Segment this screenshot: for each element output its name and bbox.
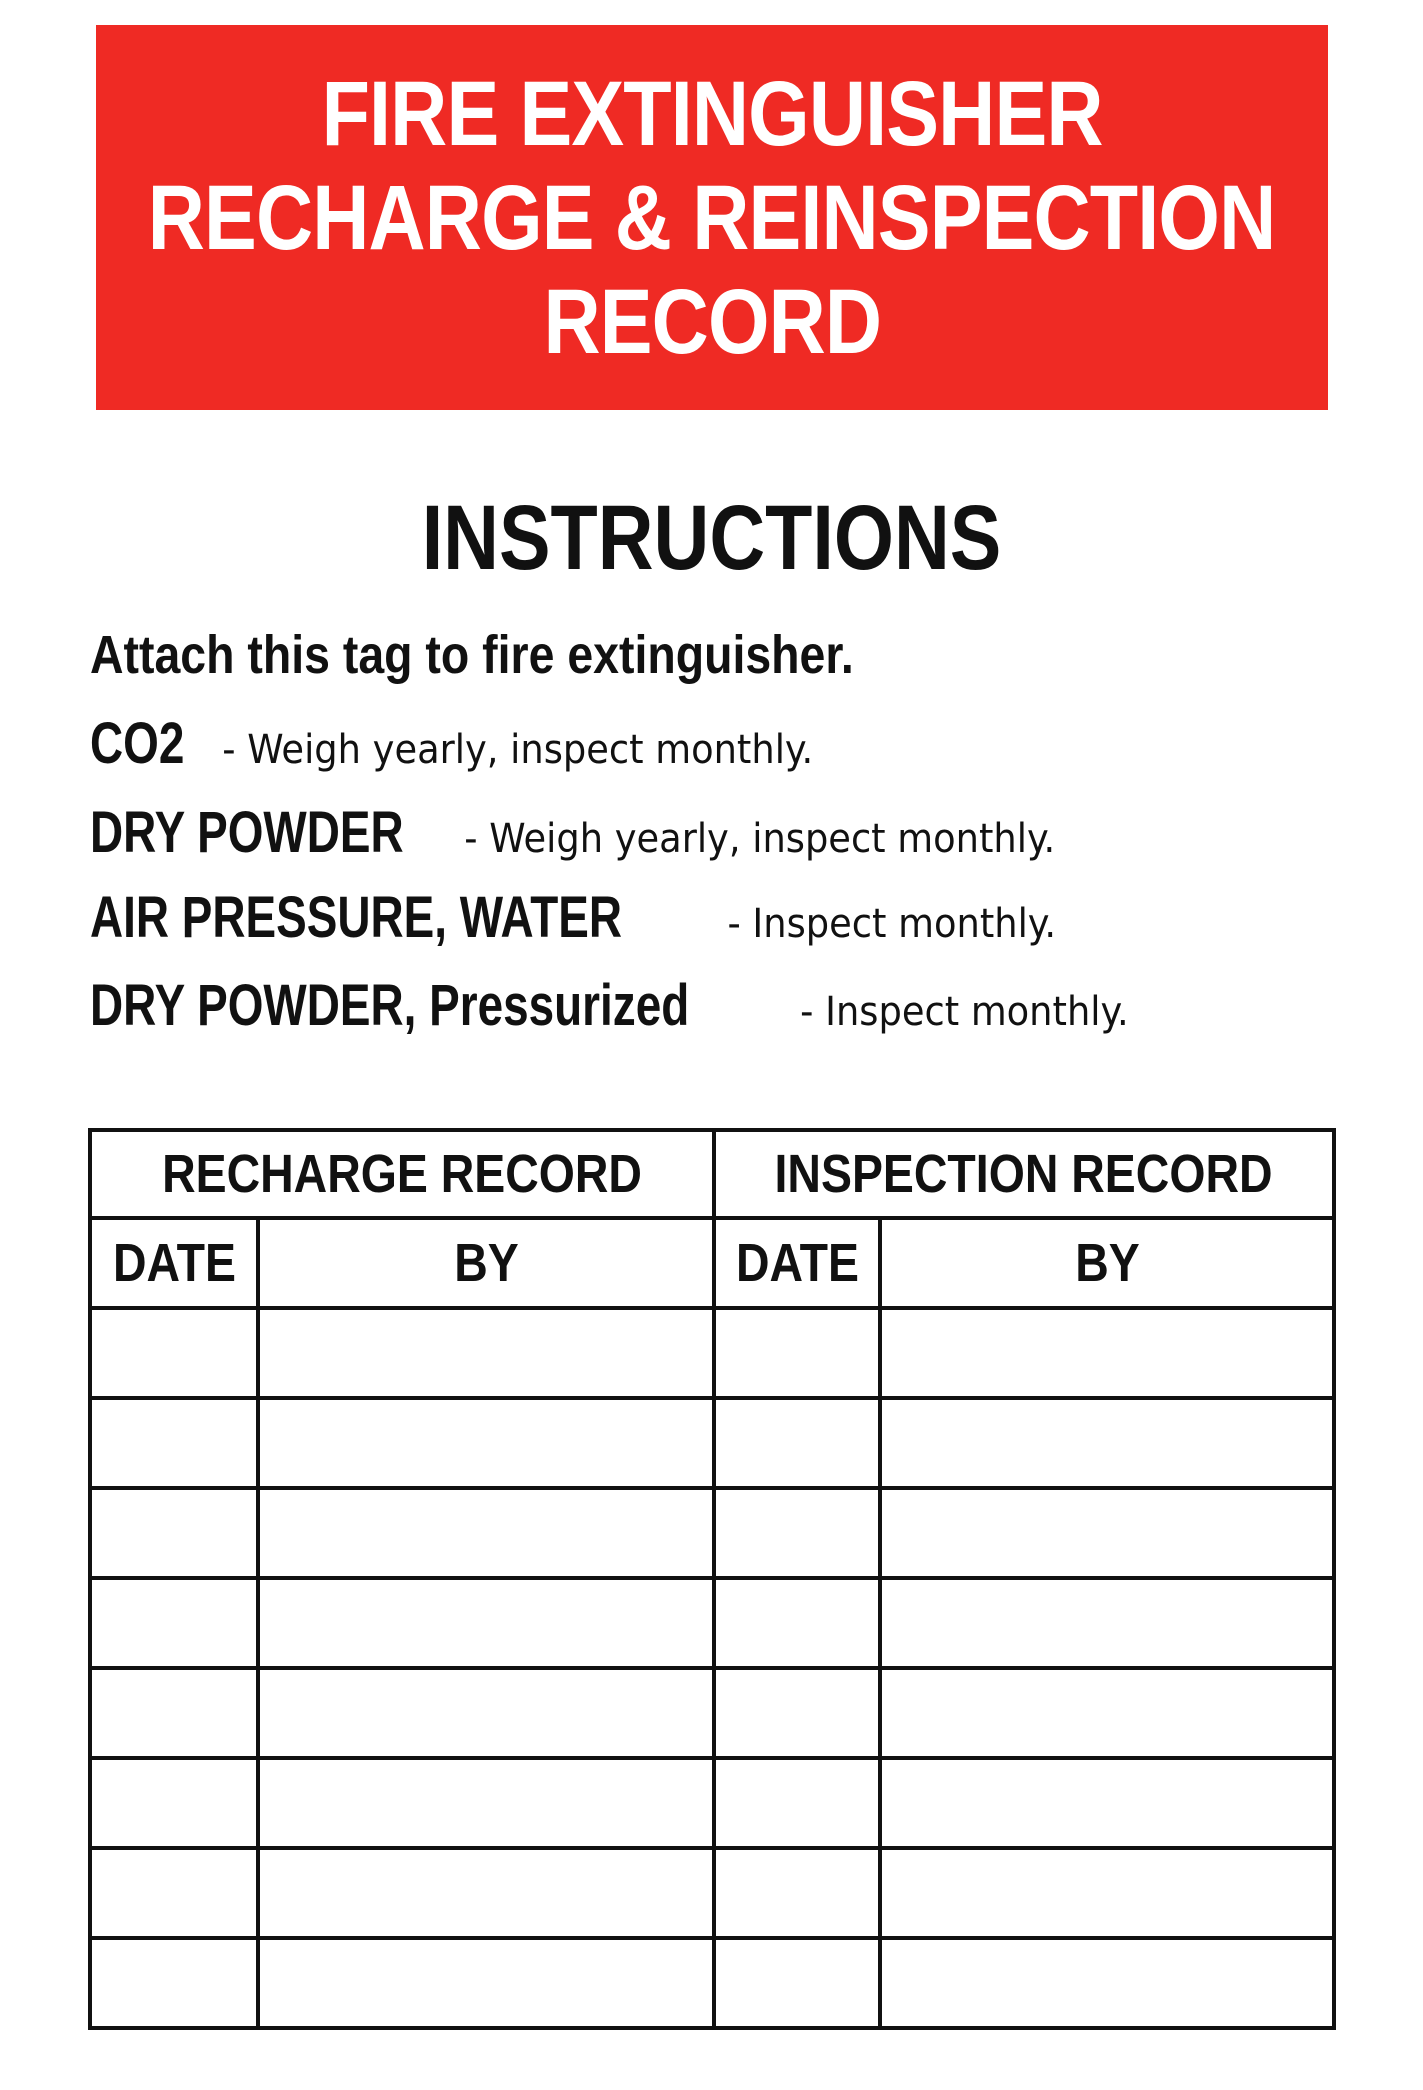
recharge-date-cell[interactable]	[90, 1848, 258, 1938]
inspection-date-cell[interactable]	[714, 1668, 880, 1758]
inspection-date-cell[interactable]	[714, 1848, 880, 1938]
title-line-2: RECHARGE & REINSPECTION	[148, 166, 1276, 269]
column-label: DATE	[112, 1233, 236, 1293]
inspection-record-label: INSPECTION RECORD	[775, 1144, 1274, 1204]
recharge-date-cell[interactable]	[90, 1758, 258, 1848]
recharge-date-cell[interactable]	[90, 1938, 258, 2028]
inspection-date-cell[interactable]	[714, 1938, 880, 2028]
recharge-date-cell[interactable]	[90, 1488, 258, 1578]
recharge-record-label: RECHARGE RECORD	[162, 1144, 642, 1204]
table-row	[90, 1488, 1334, 1578]
recharge-date-cell[interactable]	[90, 1668, 258, 1758]
inspection-by-cell[interactable]	[880, 1398, 1334, 1488]
column-label: BY	[453, 1233, 519, 1293]
instruction-dry-powder	[90, 795, 1055, 877]
recharge-by-cell[interactable]	[258, 1308, 714, 1398]
title-line-1: FIRE EXTINGUISHER	[321, 62, 1103, 165]
inspection-date-cell[interactable]	[714, 1308, 880, 1398]
column-label: BY	[1074, 1233, 1140, 1293]
recharge-by-cell[interactable]	[258, 1668, 714, 1758]
table-column-header-row	[90, 1218, 1334, 1308]
inspection-date-header	[714, 1218, 880, 1308]
inspection-date-cell[interactable]	[714, 1398, 880, 1488]
instruction-type-name: AIR PRESSURE, WATER	[90, 885, 623, 950]
instruction-type-name: DRY POWDER	[90, 800, 404, 865]
record-entries	[90, 1308, 1334, 2028]
recharge-record-header	[90, 1130, 714, 1218]
table-row	[90, 1848, 1334, 1938]
table-row	[90, 1668, 1334, 1758]
inspection-date-cell[interactable]	[714, 1488, 880, 1578]
instruction-dry-powder-pressurized	[90, 968, 1129, 1050]
instruction-type-description: - Weigh yearly, inspect monthly.	[222, 727, 814, 773]
instruction-air-pressure-water	[90, 880, 1056, 962]
recharge-by-cell[interactable]	[258, 1488, 714, 1578]
record-table	[88, 1128, 1336, 2030]
recharge-date-header	[90, 1218, 258, 1308]
inspection-date-cell[interactable]	[714, 1578, 880, 1668]
table-row	[90, 1758, 1334, 1848]
recharge-date-cell[interactable]	[90, 1578, 258, 1668]
inspection-by-cell[interactable]	[880, 1578, 1334, 1668]
instruction-type-name: DRY POWDER, Pressurized	[90, 973, 690, 1038]
inspection-by-cell[interactable]	[880, 1848, 1334, 1938]
recharge-date-cell[interactable]	[90, 1308, 258, 1398]
inspection-by-cell[interactable]	[880, 1938, 1334, 2028]
instructions-intro: Attach this tag to fire extinguisher.	[90, 625, 854, 685]
inspection-by-cell[interactable]	[880, 1308, 1334, 1398]
instruction-type-description: - Inspect monthly.	[727, 901, 1057, 947]
column-label: DATE	[735, 1233, 859, 1293]
instructions-heading: INSTRUCTIONS	[421, 487, 1002, 589]
table-group-header-row	[90, 1130, 1334, 1218]
table-row	[90, 1938, 1334, 2028]
title-banner	[96, 25, 1328, 410]
inspection-date-cell[interactable]	[714, 1758, 880, 1848]
instruction-type-name: CO2	[90, 711, 185, 776]
instruction-type-description: - Weigh yearly, inspect monthly.	[464, 816, 1056, 862]
recharge-by-cell[interactable]	[258, 1398, 714, 1488]
table-row	[90, 1578, 1334, 1668]
inspection-by-header	[880, 1218, 1334, 1308]
instruction-type-description: - Inspect monthly.	[800, 989, 1129, 1035]
inspection-by-cell[interactable]	[880, 1758, 1334, 1848]
instruction-co2	[90, 706, 813, 788]
inspection-by-cell[interactable]	[880, 1668, 1334, 1758]
recharge-date-cell[interactable]	[90, 1398, 258, 1488]
recharge-by-header	[258, 1218, 714, 1308]
title-line-3: RECORD	[543, 270, 881, 373]
recharge-by-cell[interactable]	[258, 1758, 714, 1848]
recharge-by-cell[interactable]	[258, 1578, 714, 1668]
recharge-by-cell[interactable]	[258, 1938, 714, 2028]
table-row	[90, 1308, 1334, 1398]
recharge-by-cell[interactable]	[258, 1848, 714, 1938]
table-row	[90, 1398, 1334, 1488]
inspection-by-cell[interactable]	[880, 1488, 1334, 1578]
inspection-record-header	[714, 1130, 1334, 1218]
